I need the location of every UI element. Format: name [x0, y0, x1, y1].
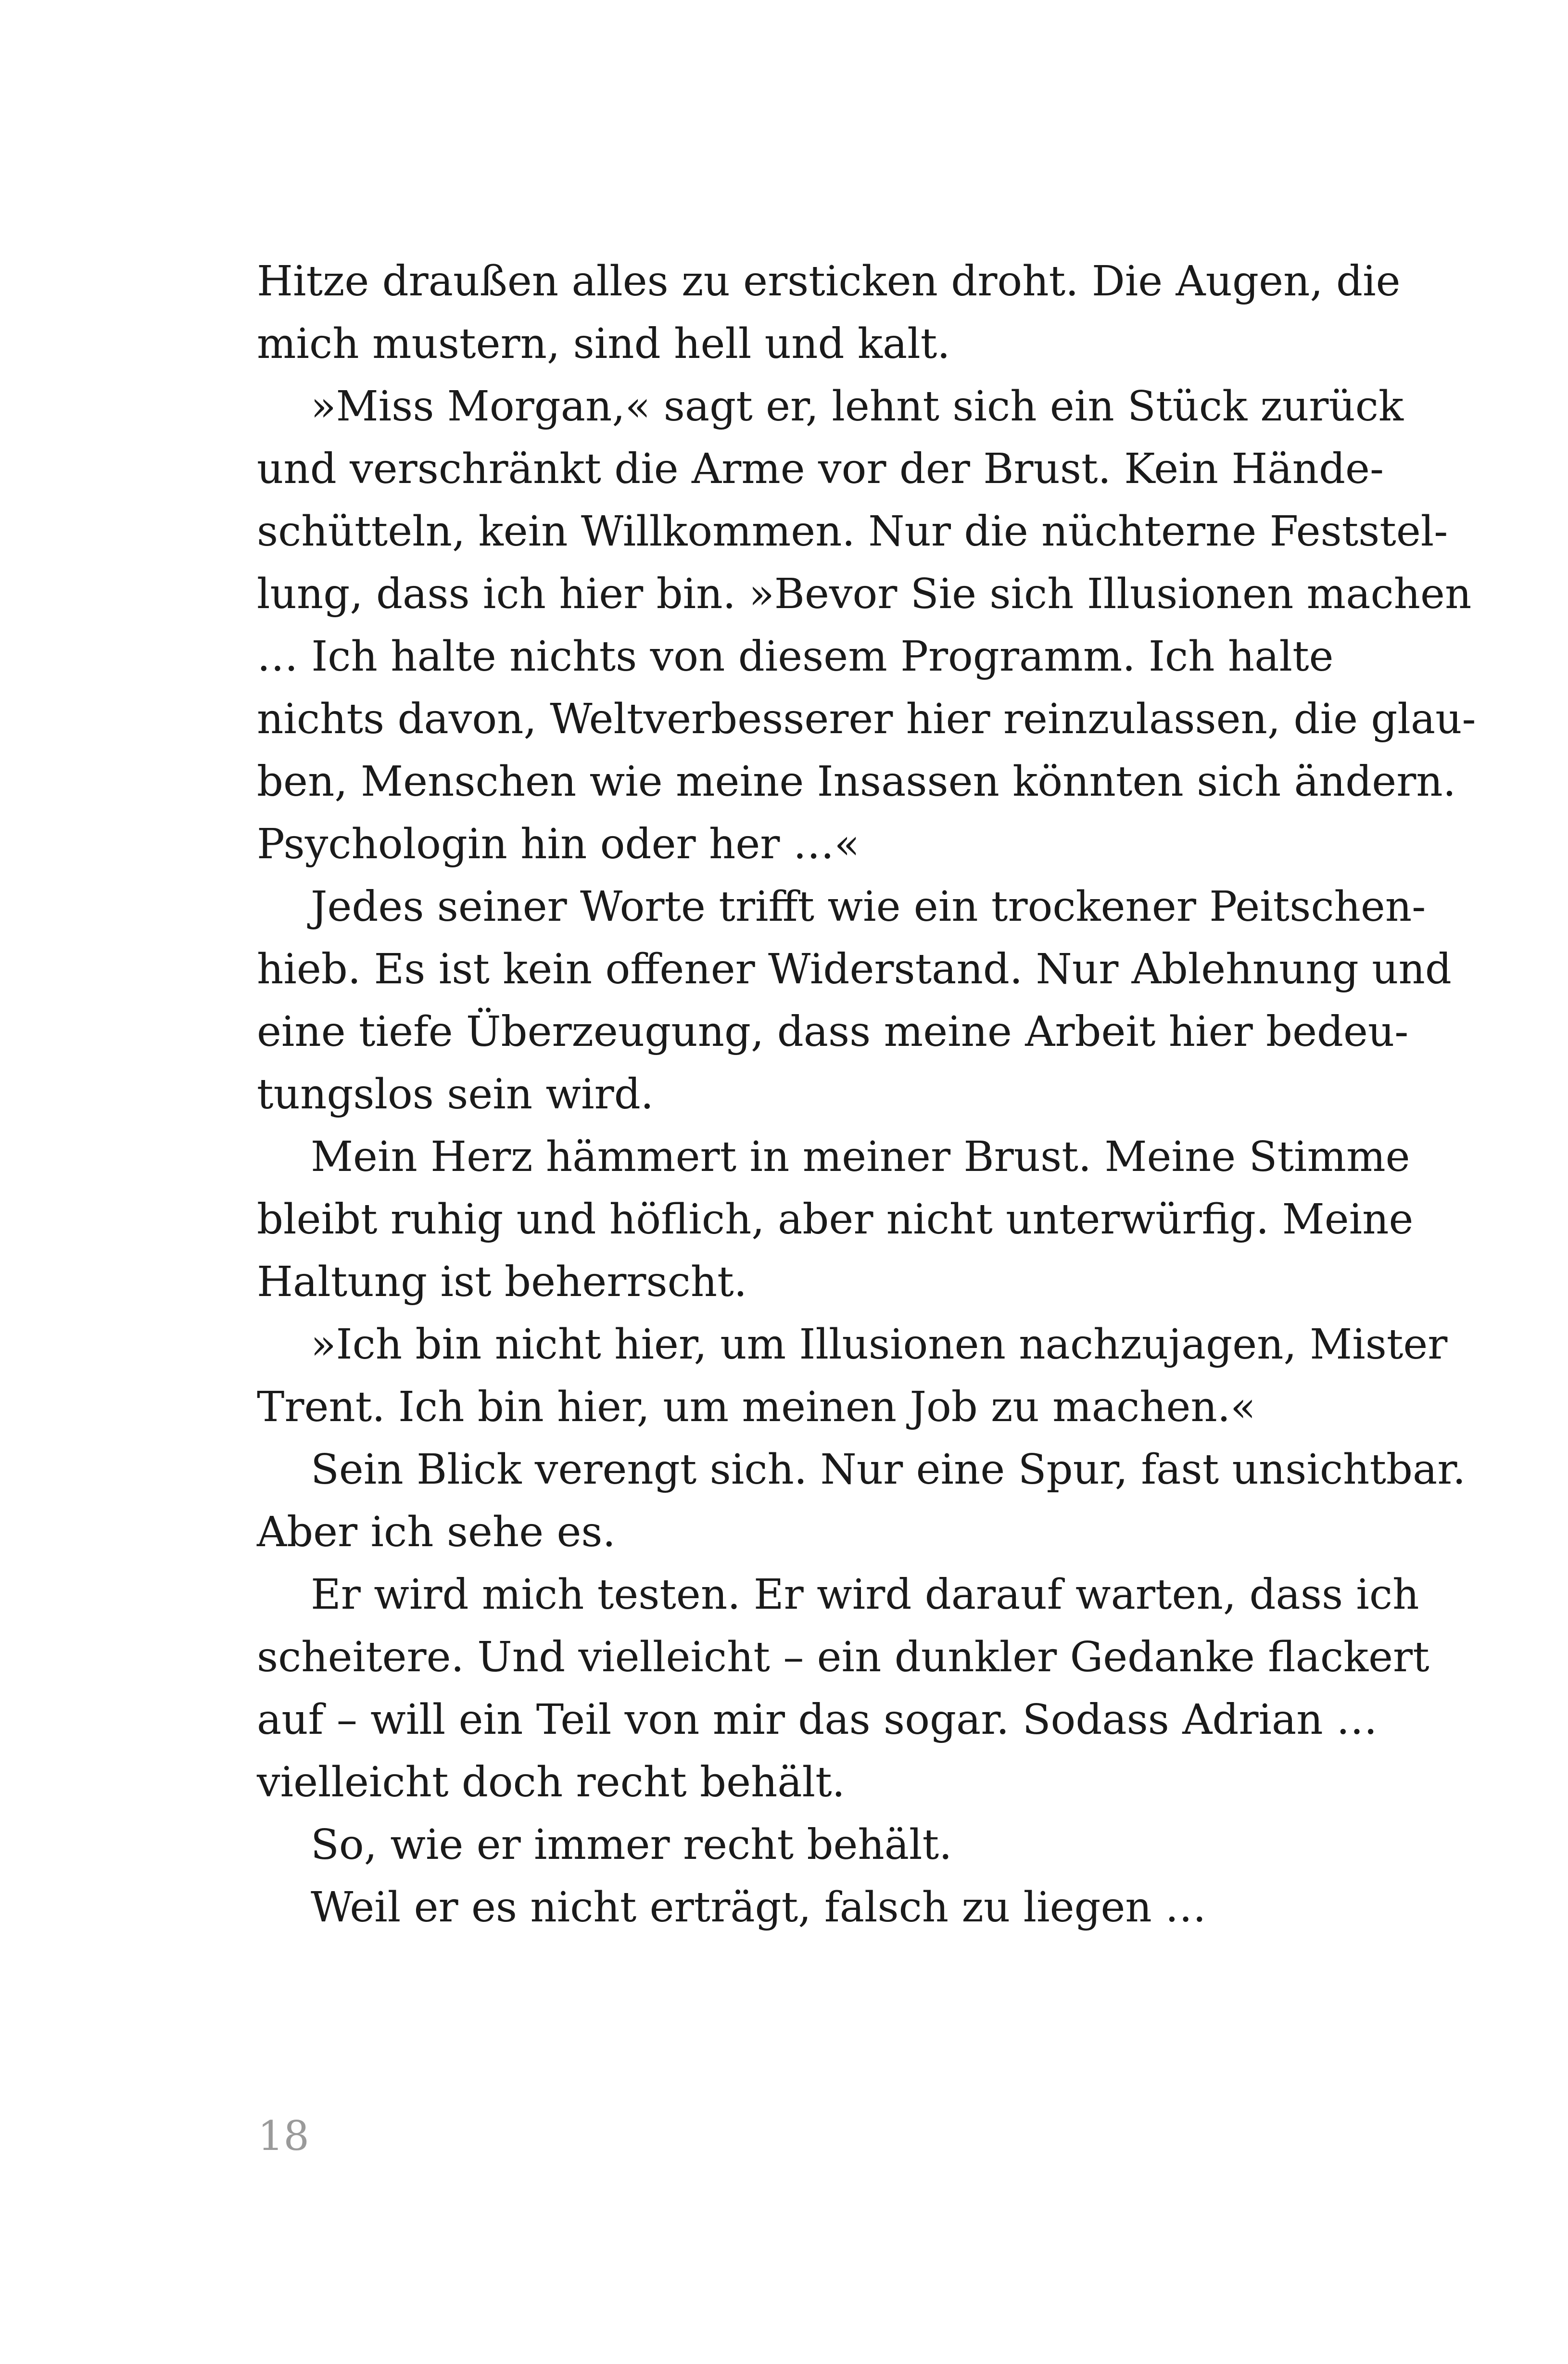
- text-line: ben, Menschen wie meine Insassen könnten sich ändern.: [257, 758, 1456, 806]
- text-line: bleibt ruhig und höflich, aber nicht unterwürfig. Meine: [257, 1195, 1414, 1244]
- text-line: … Ich halte nichts von diesem Programm. Ich halte: [257, 633, 1334, 681]
- text-line: Mein Herz hämmert in meiner Brust. Meine Stimme: [311, 1133, 1410, 1181]
- text-line: schütteln, kein Willkommen. Nur die nüchterne Feststel-: [257, 508, 1448, 556]
- text-line: hieb. Es ist kein offener Widerstand. Nur Ablehnung und: [257, 945, 1452, 993]
- text-line: Trent. Ich bin hier, um meinen Job zu machen.«: [257, 1383, 1256, 1431]
- text-line: vielleicht doch recht behält.: [257, 1758, 846, 1806]
- text-line: scheitere. Und vielleicht – ein dunkler Gedanke flackert: [257, 1633, 1429, 1681]
- text-line: Er wird mich testen. Er wird darauf warten, dass ich: [311, 1571, 1419, 1619]
- text-line: »Ich bin nicht hier, um Illusionen nachzujagen, Mister: [311, 1321, 1448, 1369]
- text-line: Weil er es nicht erträgt, falsch zu liegen …: [311, 1883, 1207, 1932]
- text-line: Haltung ist beherrscht.: [257, 1258, 747, 1306]
- text-line: mich mustern, sind hell und kalt.: [257, 320, 950, 368]
- text-line: nichts davon, Weltverbesserer hier reinzulassen, die glau-: [257, 695, 1476, 743]
- text-line: und verschränkt die Arme vor der Brust. Kein Hände-: [257, 445, 1384, 493]
- text-line: eine tiefe Überzeugung, dass meine Arbeit hier bedeu-: [257, 1008, 1409, 1056]
- body-text: [257, 250, 1476, 1939]
- text-line: Psychologin hin oder her …«: [257, 820, 860, 868]
- text-line: Hitze draußen alles zu ersticken droht. Die Augen, die: [257, 257, 1401, 305]
- text-line: Sein Blick verengt sich. Nur eine Spur, fast unsichtbar.: [311, 1446, 1466, 1494]
- text-line: tungslos sein wird.: [257, 1070, 654, 1118]
- text-line: auf – will ein Teil von mir das sogar. Sodass Adrian …: [257, 1696, 1378, 1744]
- text-line: Jedes seiner Worte trifft wie ein trockener Peitschen-: [311, 883, 1426, 931]
- page-number: 18: [258, 2112, 309, 2160]
- text-line: lung, dass ich hier bin. »Bevor Sie sich Illusionen machen: [257, 570, 1472, 618]
- text-line: Aber ich sehe es.: [257, 1508, 616, 1556]
- text-line: So, wie er immer recht behält.: [311, 1821, 952, 1869]
- text-line: »Miss Morgan,« sagt er, lehnt sich ein Stück zurück: [311, 382, 1404, 431]
